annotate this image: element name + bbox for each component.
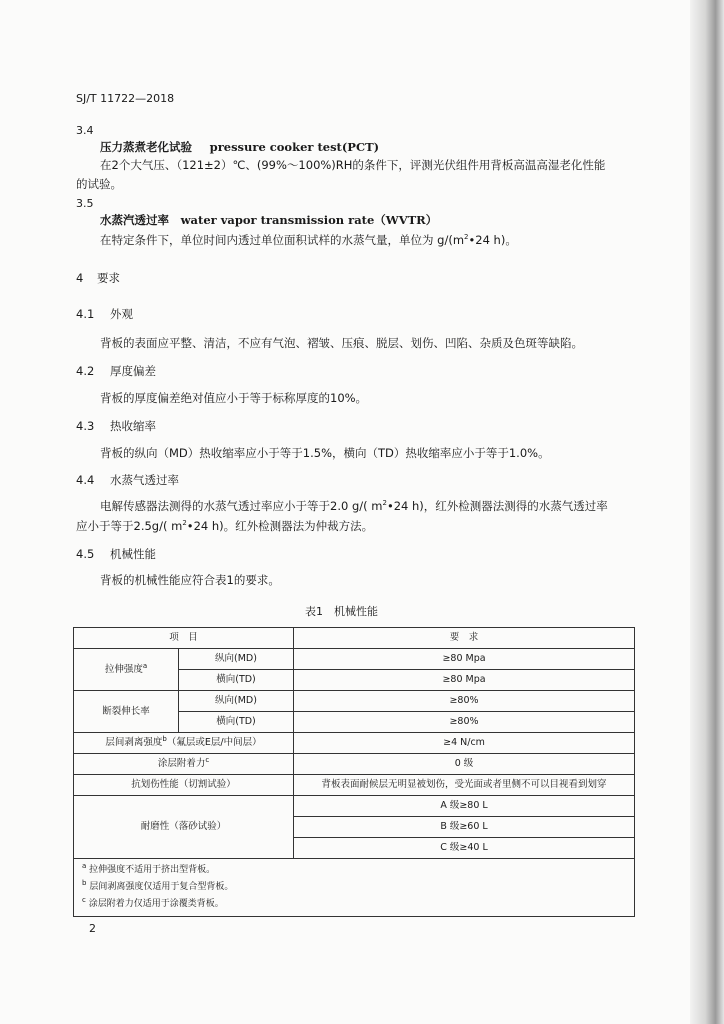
footnote-mark: c xyxy=(82,896,86,904)
table-notes-row xyxy=(74,859,635,917)
note-a xyxy=(82,862,626,879)
value-cell: 背板表面耐候层无明显被划伤，受光面或者里侧不可以目视看到划穿 xyxy=(294,775,635,796)
page-number: 2 xyxy=(89,922,96,935)
section-4-heading xyxy=(76,270,120,286)
table-row xyxy=(74,796,635,817)
mechanical-properties-table xyxy=(73,627,635,917)
section-4-1-text: 背板的表面应平整、清洁，不应有气泡、褶皱、压痕、脱层、划伤、凹陷、杂质及色斑等缺陷。 xyxy=(100,336,583,350)
heading-number: 4.2 xyxy=(76,364,95,378)
section-4-4-text-line2 xyxy=(76,518,373,534)
value-cell: B 级≥60 L xyxy=(294,817,635,838)
table-row xyxy=(74,733,635,754)
table-row xyxy=(74,754,635,775)
term-cn: 压力蒸煮老化试验 xyxy=(100,140,192,154)
section-3-5-title xyxy=(100,212,437,228)
standard-code: SJ/T 11722—2018 xyxy=(76,92,175,105)
term-en: pressure cooker test(PCT) xyxy=(209,140,380,154)
section-3-4-text-line1: 在2个大气压、（121±2）℃、(99%～100%)RH的条件下，评测光伏组件用背板高温高湿老化性能 xyxy=(100,158,606,172)
table-caption: 表1 机械性能 xyxy=(305,605,378,618)
heading-title: 要求 xyxy=(96,271,120,285)
text-part: 在特定条件下，单位时间内透过单位面积试样的水蒸气量，单位为 g/(m xyxy=(100,233,465,247)
direction-cell: 纵向(MD) xyxy=(179,691,294,712)
cell-text: 拉伸强度 xyxy=(104,663,143,675)
table-row xyxy=(74,691,635,712)
value-cell: ≥80 Mpa xyxy=(294,649,635,670)
note-text: 涂层附着力仅适用于涂覆类背板。 xyxy=(88,899,224,909)
cell-text: 涂层附着力 xyxy=(157,758,206,769)
value-cell: ≥80% xyxy=(294,691,635,712)
heading-number: 4.4 xyxy=(76,473,95,487)
section-4-2-text: 背板的厚度偏差绝对值应小于等于标称厚度的10%。 xyxy=(100,391,368,405)
heading-number: 4 xyxy=(76,271,84,285)
section-4-1-heading xyxy=(76,306,133,322)
footnote-mark: b xyxy=(162,734,167,743)
heading-number: 4.1 xyxy=(76,307,95,321)
tensile-strength-cell xyxy=(74,649,179,691)
value-cell: 0 级 xyxy=(294,754,635,775)
header-item: 项 目 xyxy=(74,628,294,649)
term-en: water vapor transmission rate（WVTR） xyxy=(180,213,438,227)
section-4-3-heading xyxy=(76,418,156,434)
section-4-4-heading xyxy=(76,472,179,488)
cell-text: （氟层或E层/中间层） xyxy=(166,737,262,748)
section-3-5-number: 3.5 xyxy=(76,197,94,210)
section-3-4-title xyxy=(100,139,379,155)
table-row xyxy=(74,775,635,796)
heading-title: 热收缩率 xyxy=(109,419,156,433)
heading-title: 机械性能 xyxy=(109,547,156,561)
footnote-mark: b xyxy=(82,879,87,887)
text-part: 应小于等于2.5g/( m xyxy=(76,519,183,533)
value-cell: A 级≥80 L xyxy=(294,796,635,817)
heading-title: 水蒸气透过率 xyxy=(109,473,179,487)
note-b xyxy=(82,879,626,896)
value-cell: ≥4 N/cm xyxy=(294,733,635,754)
direction-cell: 纵向(MD) xyxy=(179,649,294,670)
note-text: 拉伸强度不适用于挤出型背板。 xyxy=(89,865,216,875)
adhesion-cell xyxy=(74,754,294,775)
heading-number: 4.3 xyxy=(76,419,95,433)
table-row xyxy=(74,649,635,670)
footnote-mark: c xyxy=(205,755,210,764)
header-requirement: 要 求 xyxy=(294,628,635,649)
table-header-row xyxy=(74,628,635,649)
text-part: •24 h)。 xyxy=(468,233,517,247)
direction-cell: 横向(TD) xyxy=(179,670,294,691)
section-4-5-text: 背板的机械性能应符合表1的要求。 xyxy=(100,573,280,587)
table-notes xyxy=(74,859,635,917)
section-4-2-heading xyxy=(76,363,156,379)
section-4-5-heading xyxy=(76,546,156,562)
note-text: 层间剥离强度仅适用于复合型背板。 xyxy=(89,882,234,892)
superscript: 2 xyxy=(464,233,469,242)
peel-strength-cell xyxy=(74,733,294,754)
superscript: 2 xyxy=(382,499,387,508)
footnote-mark: a xyxy=(82,862,87,870)
heading-number: 4.5 xyxy=(76,547,95,561)
section-4-3-text: 背板的纵向（MD）热收缩率应小于等于1.5%，横向（TD）热收缩率应小于等于1.0%。 xyxy=(100,446,550,460)
heading-title: 厚度偏差 xyxy=(109,364,156,378)
term-cn: 水蒸汽透过率 xyxy=(100,213,169,227)
direction-cell: 横向(TD) xyxy=(179,712,294,733)
superscript: 2 xyxy=(182,519,187,528)
section-3-4-text-line2: 的试验。 xyxy=(76,177,122,191)
text-part: •24 h)，红外检测器法测得的水蒸气透过率 xyxy=(386,499,608,513)
text-part: 电解传感器法测得的水蒸气透过率应小于等于2.0 g/( m xyxy=(100,499,383,513)
note-c xyxy=(82,896,626,913)
value-cell: C 级≥40 L xyxy=(294,838,635,859)
section-3-5-text xyxy=(100,232,517,248)
elongation-cell: 断裂伸长率 xyxy=(74,691,179,733)
heading-title: 外观 xyxy=(109,307,133,321)
wear-resistance-cell: 耐磨性（落砂试验） xyxy=(74,796,294,859)
cell-text: 层间剥离强度 xyxy=(105,737,163,748)
scratch-resistance-cell: 抗划伤性能（切割试验） xyxy=(74,775,294,796)
value-cell: ≥80 Mpa xyxy=(294,670,635,691)
value-cell: ≥80% xyxy=(294,712,635,733)
text-part: •24 h)。红外检测器法为仲裁方法。 xyxy=(186,519,374,533)
section-3-4-number: 3.4 xyxy=(76,124,94,137)
scan-edge-shadow xyxy=(690,0,724,1024)
section-4-4-text-line1 xyxy=(100,498,608,514)
footnote-mark: a xyxy=(142,661,148,670)
